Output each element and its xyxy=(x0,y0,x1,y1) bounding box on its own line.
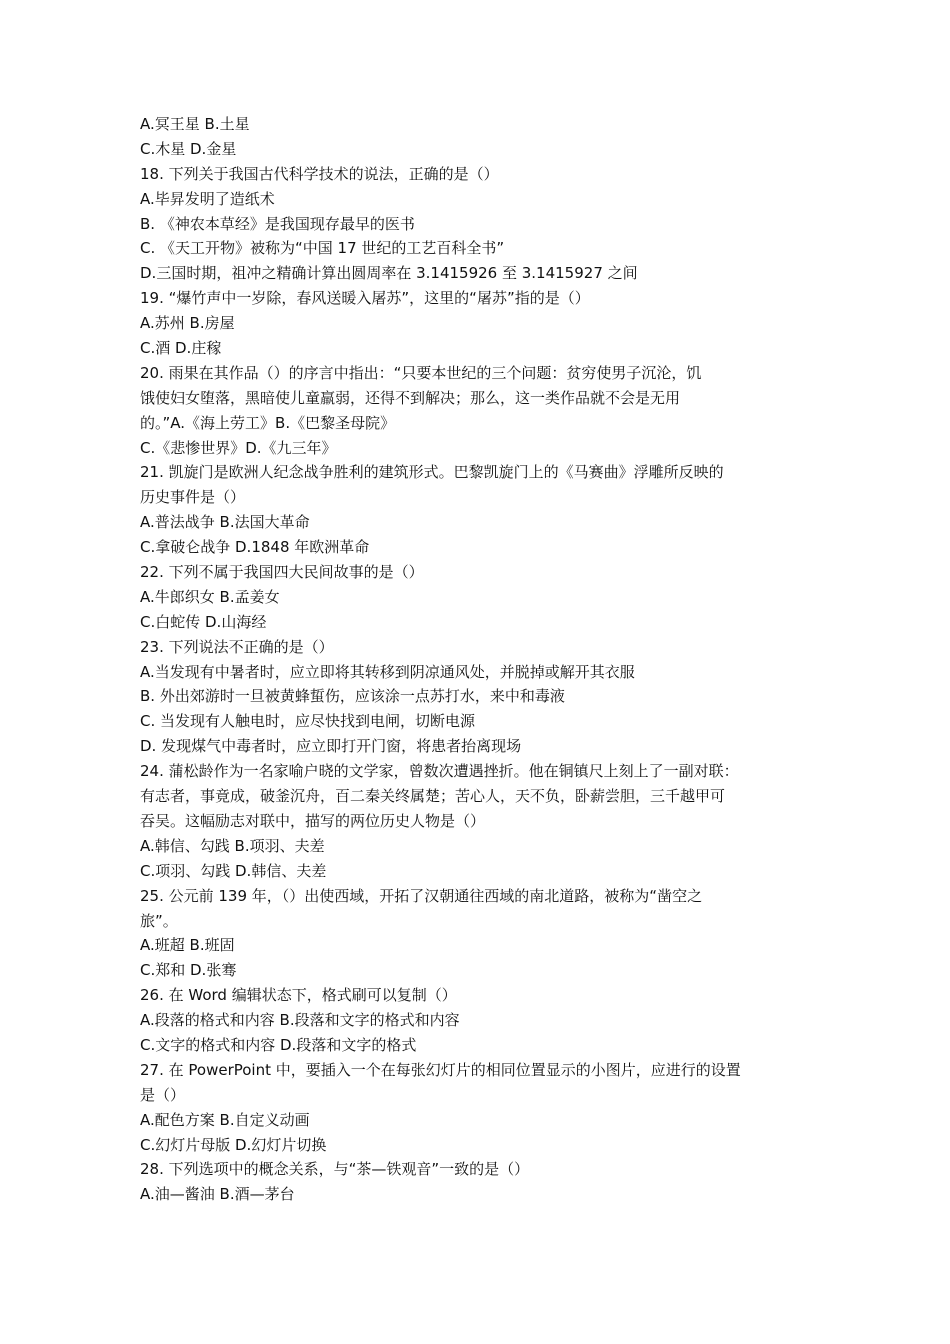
text-line: D. 发现煤气中毒者时，应立即打开门窗，将患者抬离现场 xyxy=(140,737,522,756)
text-line: A.毕昇发明了造纸术 xyxy=(140,189,275,208)
question-stem: 21. 凯旋门是欧洲人纪念战争胜利的建筑形式。巴黎凯旋门上的《马赛曲》浮雕所反映的 xyxy=(140,463,724,482)
text-line: C.项羽、勾践 D.韩信、夫差 xyxy=(140,861,327,880)
question-stem: 27. 在 PowerPoint 中，要插入一个在每张幻灯片的相同位置显示的小图片，应进行的设置 xyxy=(140,1060,741,1079)
text-line: C.文字的格式和内容 D.段落和文字的格式 xyxy=(140,1035,417,1054)
text-line: C.木星 D.金星 xyxy=(140,139,237,158)
text-line: 是（） xyxy=(140,1085,186,1104)
text-line: C. 《天工开物》被称为“中国 17 世纪的工艺百科全书” xyxy=(140,239,505,258)
text-line: A.段落的格式和内容 B.段落和文字的格式和内容 xyxy=(140,1011,460,1030)
text-line: A.牛郎织女 B.孟姜女 xyxy=(140,587,280,606)
question-stem: 28. 下列选项中的概念关系，与“茶—铁观音”一致的是（） xyxy=(140,1160,530,1179)
question-stem: 25. 公元前 139 年，（）出使西域，开拓了汉朝通往西域的南北道路，被称为“凿空之 xyxy=(140,886,703,905)
text-line: A.普法战争 B.法国大革命 xyxy=(140,513,310,532)
text-line: A.当发现有中暑者时，应立即将其转移到阴凉通风处，并脱掉或解开其衣服 xyxy=(140,662,635,681)
document-page xyxy=(140,112,820,1207)
text-line: A.冥王星 B.土星 xyxy=(140,115,250,133)
text-line: A.班超 B.班固 xyxy=(140,936,235,955)
question-stem: 23. 下列说法不正确的是（） xyxy=(140,637,334,656)
text-line: 历史事件是（） xyxy=(140,488,246,507)
text-line: C. 当发现有人触电时，应尽快找到电闸，切断电源 xyxy=(140,712,476,731)
text-line: A.韩信、勾践 B.项羽、夫差 xyxy=(140,836,325,855)
text-line: C.郑和 D.张骞 xyxy=(140,961,237,980)
text-line: A.苏州 B.房屋 xyxy=(140,314,235,333)
text-line: C.白蛇传 D.山海经 xyxy=(140,612,267,631)
question-stem: 24. 蒲松龄作为一名家喻户晓的文学家，曾数次遭遇挫折。他在铜镇尺上刻上了一副对联： xyxy=(140,762,739,781)
text-line: A.配色方案 B.自定义动画 xyxy=(140,1110,310,1129)
text-line: B. 外出郊游时一旦被黄蜂蜇伤，应该涂一点苏打水，来中和毒液 xyxy=(140,687,565,706)
text-line: D.三国时期，祖冲之精确计算出圆周率在 3.1415926 至 3.1415927 之间 xyxy=(140,264,638,283)
text-line: 饿使妇女堕落，黑暗使儿童羸弱，还得不到解决；那么，这一类作品就不会是无用 xyxy=(140,388,681,407)
question-stem: 20. 雨果在其作品（）的序言中指出：“只要本世纪的三个问题：贫穷使男子沉沦，饥 xyxy=(140,363,702,382)
question-stem: 18. 下列关于我国古代科学技术的说法，正确的是（） xyxy=(140,164,499,183)
text-line: C.幻灯片母版 D.幻灯片切换 xyxy=(140,1135,327,1154)
text-line: 的。”A.《海上劳工》B.《巴黎圣母院》 xyxy=(140,413,396,432)
text-line: C.《悲惨世界》D.《九三年》 xyxy=(140,438,337,457)
question-stem: 19. “爆竹声中一岁除，春风送暖入屠苏”，这里的“屠苏”指的是（） xyxy=(140,289,590,308)
text-line: C.拿破仑战争 D.1848 年欧洲革命 xyxy=(140,538,370,557)
question-stem: 26. 在 Word 编辑状态下，格式刷可以复制（） xyxy=(140,986,457,1005)
text-line: A.油—酱油 B.酒—茅台 xyxy=(140,1185,295,1204)
text-line: 旅”。 xyxy=(140,911,178,930)
text-line: B. 《神农本草经》是我国现存最早的医书 xyxy=(140,214,415,233)
text-line: C.酒 D.庄稼 xyxy=(140,339,222,358)
text-line: 吞吴。这幅励志对联中，描写的两位历史人物是（） xyxy=(140,811,486,830)
text-line: 有志者，事竟成，破釜沉舟，百二秦关终属楚；苦心人，天不负，卧薪尝胆，三千越甲可 xyxy=(140,787,726,806)
question-stem: 22. 下列不属于我国四大民间故事的是（） xyxy=(140,563,424,582)
